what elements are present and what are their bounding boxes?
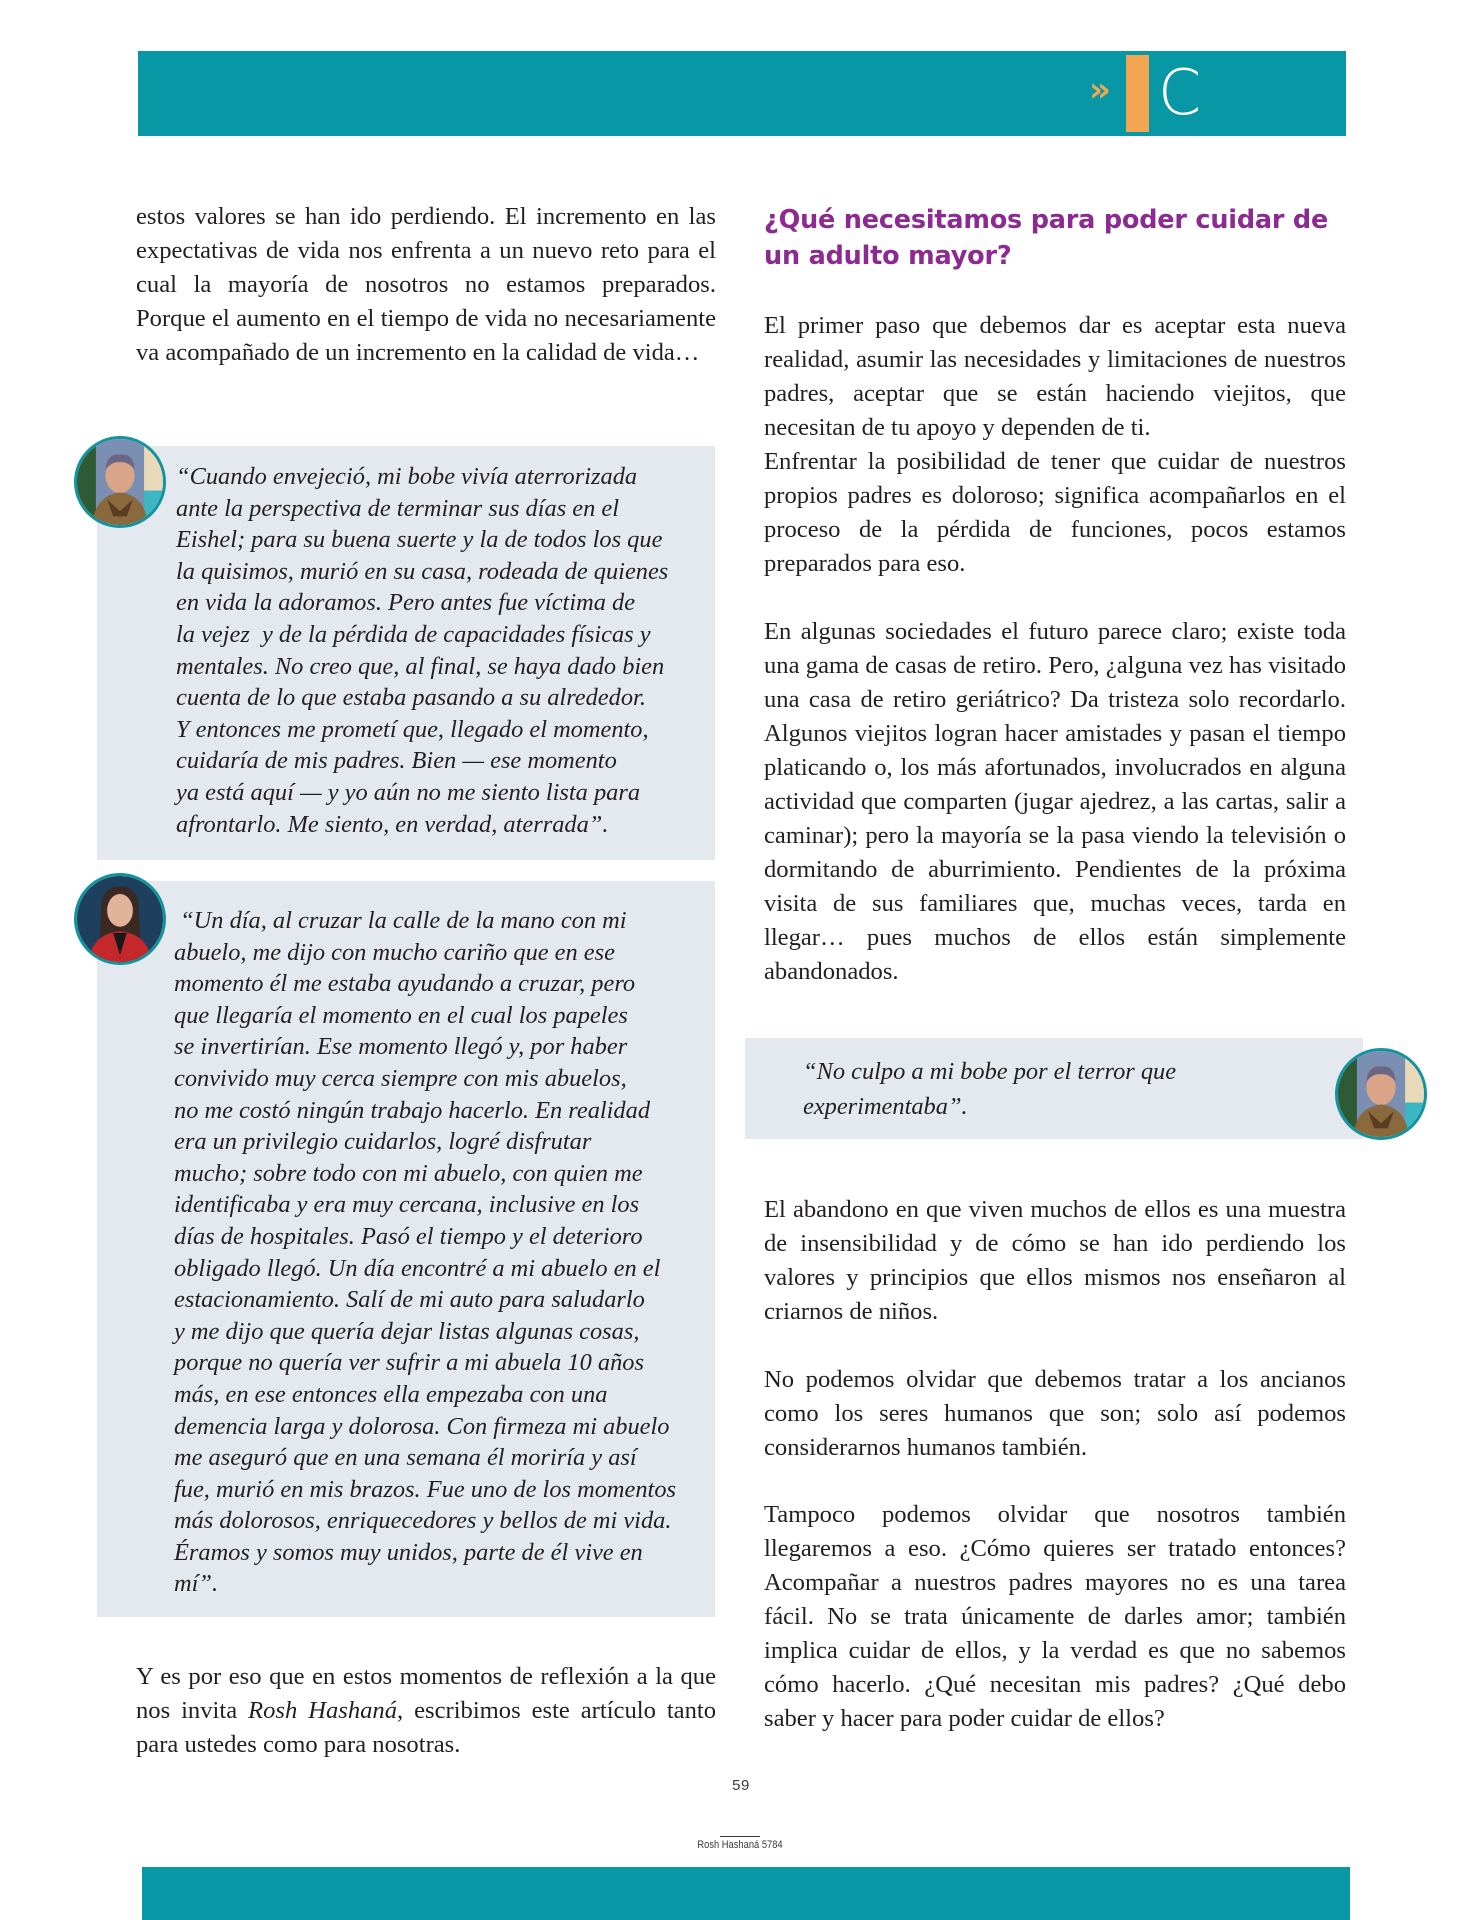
section-letter: C	[1158, 56, 1202, 129]
closing-text-after: , escribimos este artículo tanto para ustedes como para nosotras.	[136, 1697, 716, 1758]
quote-1-text	[176, 461, 706, 840]
quote-line: fue, murió en mis brazos. Fue uno de los momentos	[174, 1475, 677, 1503]
quote-line: “Cuando envejeció, mi bobe vivía aterrorizada	[176, 463, 638, 490]
paragraph-4	[764, 1363, 1346, 1465]
paragraph-2	[764, 615, 1346, 989]
portrait-image	[77, 876, 163, 962]
avatar-portrait-gray-hair	[74, 436, 166, 528]
paragraph-1	[764, 309, 1346, 581]
quote-line: no me costó ningún trabajo hacerlo. En realidad	[174, 1096, 651, 1124]
quote-2-text	[174, 905, 709, 1600]
double-chevron-icon: »	[1089, 70, 1111, 110]
paragraph-5	[764, 1498, 1346, 1736]
quote-line: Y entonces me prometí que, llegado el momento,	[176, 715, 649, 743]
header-bar	[138, 51, 1346, 136]
quote-line: convivido muy cerca siempre con mis abuelos,	[174, 1064, 627, 1092]
quote-line: mí”.	[174, 1570, 219, 1598]
quote-line: me aseguró que en una semana él moriría y así	[174, 1444, 637, 1472]
quote-line: mucho; sobre todo con mi abuelo, con quien me	[174, 1159, 643, 1187]
quote-line: y me dijo que quería dejar listas algunas cosas,	[174, 1317, 640, 1345]
quote-line: la vejez y de la pérdida de capacidades físicas y	[176, 620, 651, 648]
quote-line: demencia larga y dolorosa. Con firmeza mi abuelo	[174, 1412, 670, 1440]
avatar-portrait-dark-hair	[74, 873, 166, 965]
paragraph-2-text: En algunas sociedades el futuro parece claro; existe toda una gama de casas de retiro. Pero, ¿alguna vez has visitado una casa de retiro geriátrico? Da tristeza solo recordarlo. Algunos viejitos logran hacer amistades y pasan el tiempo platicando o, los más afortunados, involucrados en alguna actividad que comparten (jugar ajedrez, a las cartas, salir a caminar); pero la mayoría se la pasa viendo la televisión o dormitando de aburrimiento. Pendientes de la próxima visita de sus familiares que, muchas veces, tarda en llegar… pues muchos de ellos están simplemente abandonados.	[764, 618, 1346, 985]
quote-line: ante la perspectiva de terminar sus días en el	[176, 494, 620, 522]
quote-box-1	[97, 446, 715, 860]
paragraph-1-text: El primer paso que debemos dar es aceptar esta nueva realidad, asumir las necesidades y limitaciones de nuestros padres, aceptar que se están haciendo viejitos, que necesitan de tu apoyo y dependen de ti.	[764, 312, 1346, 441]
quote-line: días de hospitales. Pasó el tiempo y el deterioro	[174, 1222, 643, 1250]
quote-line: identificaba y era muy cercana, inclusive en los	[174, 1191, 640, 1219]
quote-box-3	[745, 1038, 1363, 1139]
section-heading: ¿Qué necesitamos para poder cuidar de un adulto mayor?	[764, 205, 1329, 271]
quote-line: experimentaba”.	[803, 1093, 968, 1120]
paragraph-4-text: No podemos olvidar que debemos tratar a los ancianos como los seres humanos que son; solo así podemos considerarnos humanos también.	[764, 1366, 1346, 1461]
quote-line: abuelo, me dijo con mucho cariño que en ese	[174, 938, 615, 966]
intro-text: estos valores se han ido perdiendo. El incremento en las expectativas de vida nos enfrenta a un nuevo reto para el cual la mayoría de nosotros no estamos preparados. Porque el aumento en el tiempo de vida no necesariamente va acompañado de un incremento en la calidad de vida…	[136, 203, 716, 366]
quote-line: Eishel; para su buena suerte y la de todos los que	[176, 526, 663, 554]
page-number: 59	[732, 1777, 750, 1794]
quote-line: “Un día, al cruzar la calle de la mano con mi	[174, 907, 627, 934]
quote-line: que llegaría el momento en el cual los papeles	[174, 1001, 628, 1029]
page-number-underline	[720, 1836, 760, 1837]
holiday-name: Rosh Hashaná	[248, 1697, 398, 1724]
quote-line: más dolorosos, enriquecedores y bellos de mi vida.	[174, 1507, 672, 1535]
closing-paragraph	[136, 1660, 716, 1762]
quote-line: era un privilegio cuidarlos, logré disfrutar	[174, 1128, 592, 1156]
paragraph-3-text: El abandono en que viven muchos de ellos es una muestra de insensibilidad y de cómo se han ido perdiendo los valores y principios que ellos mismos nos enseñaron al criarnos de niños.	[764, 1196, 1346, 1325]
paragraph-5-text: Tampoco podemos olvidar que nosotros también llegaremos a eso. ¿Cómo quieres ser tratado entonces? Acompañar a nuestros padres mayores no es una tarea fácil. No se trata únicamente de darles amor; también implica cuidar de ellos, y la verdad es que no sabemos cómo hacerlo. ¿Qué necesitan mis padres? ¿Qué debo saber y hacer para poder cuidar de ellos?	[764, 1501, 1346, 1732]
quote-line: la quisimos, murió en su casa, rodeada de quienes	[176, 557, 669, 585]
portrait-image	[77, 439, 163, 525]
quote-line: “No culpo a mi bobe por el terror que	[803, 1058, 1177, 1085]
quote-line: en vida la adoramos. Pero antes fue víctima de	[176, 589, 636, 617]
intro-paragraph	[136, 200, 716, 370]
quote-line: cuenta de lo que estaba pasando a su alrededor.	[176, 684, 646, 712]
closing-text	[136, 1660, 716, 1762]
avatar-portrait-gray-hair	[1335, 1048, 1427, 1140]
quote-line: obligado llegó. Un día encontré a mi abuelo en el	[174, 1254, 661, 1282]
quote-line: mentales. No creo que, al final, se haya dado bien	[176, 652, 665, 680]
quote-line: se invertirían. Ese momento llegó y, por haber	[174, 1033, 628, 1061]
quote-line: Éramos y somos muy unidos, parte de él vive en	[174, 1538, 643, 1566]
quote-line: porque no quería ver sufrir a mi abuela 10 años	[174, 1349, 644, 1377]
portrait-image	[1338, 1051, 1424, 1137]
quote-line: ya está aquí — y yo aún no me siento lista para	[176, 778, 641, 806]
closing-text-before: Y es por eso que en estos momentos de reflexión a la que nos invita	[136, 1663, 716, 1724]
paragraph-1b-text: Enfrentar la posibilidad de tener que cuidar de nuestros propios padres es doloroso; significa acompañarlos en el proceso de la pérdida de funciones, pocos estamos preparados para eso.	[764, 448, 1346, 577]
quote-line: más, en ese entonces ella empezaba con una	[174, 1380, 608, 1408]
paragraph-3	[764, 1193, 1346, 1329]
quote-3-text	[803, 1054, 1263, 1124]
quote-box-2	[97, 881, 715, 1617]
footer-bar	[142, 1867, 1350, 1920]
quote-line: estacionamiento. Salí de mi auto para saludarlo	[174, 1286, 645, 1314]
quote-line: momento él me estaba ayudando a cruzar, pero	[174, 970, 636, 998]
quote-line: afrontarlo. Me siento, en verdad, aterrada”.	[176, 810, 609, 838]
quote-line: cuidaría de mis padres. Bien — ese momento	[176, 747, 617, 775]
accent-block	[1126, 55, 1149, 132]
publication-title: Rosh Hashaná 5784	[697, 1839, 783, 1851]
